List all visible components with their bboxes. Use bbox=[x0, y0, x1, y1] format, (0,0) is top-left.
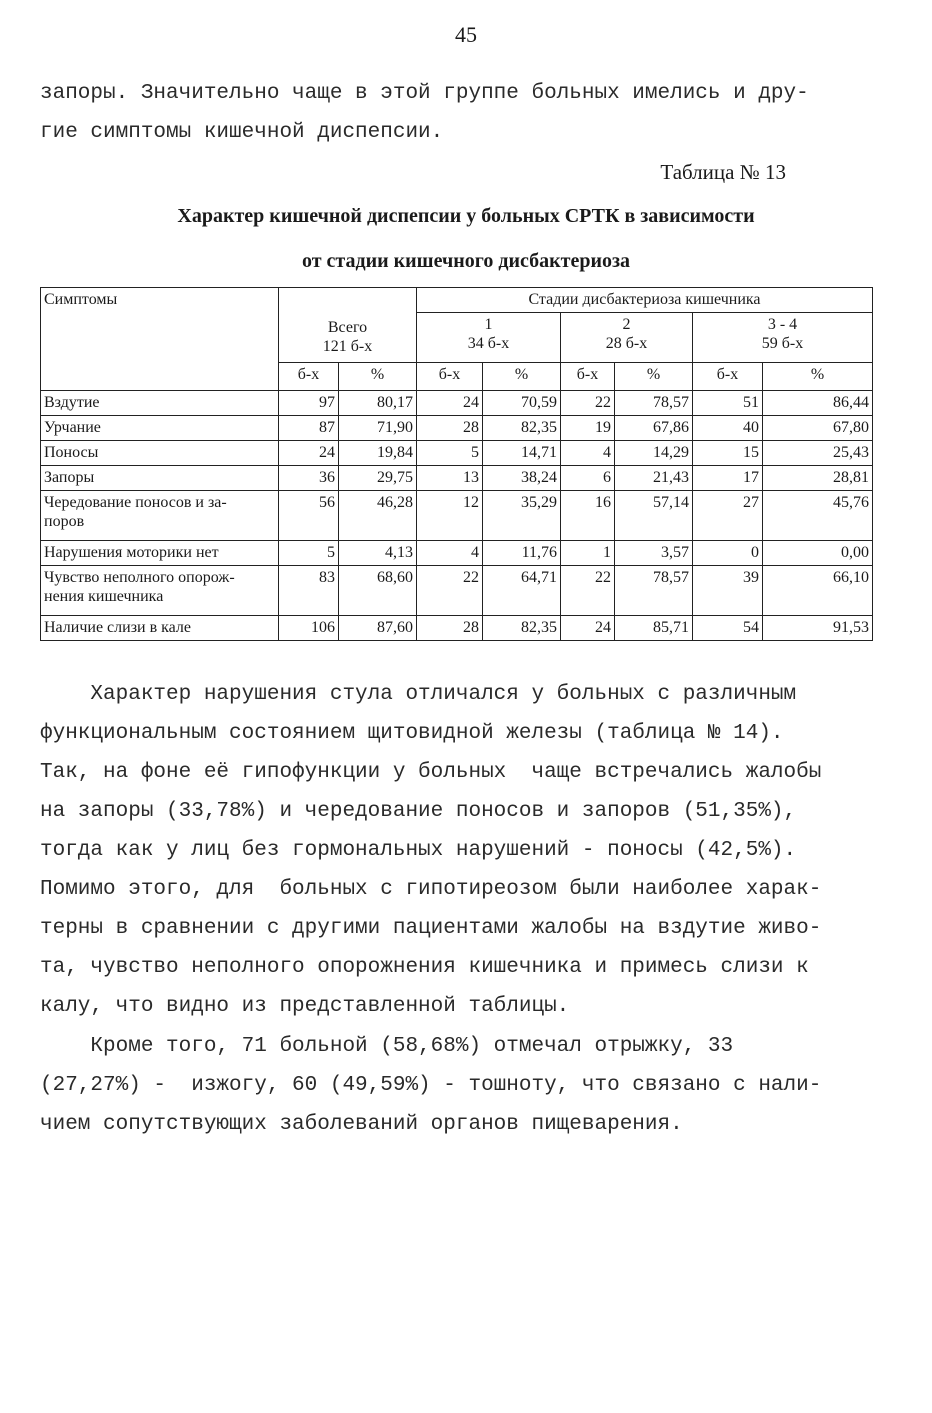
dyspepsia-table bbox=[40, 287, 873, 641]
symptom-cell: Урчание bbox=[41, 416, 279, 441]
body-line: терны в сравнении с другими пациентами жалобы на вздутие живо- bbox=[40, 917, 822, 940]
patients-count-cell: 16 bbox=[561, 491, 615, 541]
percent-cell: 70,59 bbox=[483, 391, 561, 416]
patients-count-cell: 106 bbox=[279, 616, 339, 641]
patients-count-cell: 24 bbox=[279, 441, 339, 466]
patients-count-cell: 12 bbox=[417, 491, 483, 541]
percent-cell: 66,10 bbox=[763, 566, 873, 616]
body-line: чием сопутствующих заболеваний органов пищеварения. bbox=[40, 1113, 683, 1136]
patients-count-cell: 5 bbox=[279, 541, 339, 566]
symptom-cell: Вздутие bbox=[41, 391, 279, 416]
body-line: Помимо этого, для больных с гипотиреозом были наиболее харак- bbox=[40, 878, 822, 901]
unit-percent-header: % bbox=[763, 363, 873, 391]
patients-count-cell: 4 bbox=[417, 541, 483, 566]
patients-count-cell: 22 bbox=[561, 391, 615, 416]
percent-cell: 67,80 bbox=[763, 416, 873, 441]
patients-count-cell: 54 bbox=[693, 616, 763, 641]
percent-cell: 85,71 bbox=[615, 616, 693, 641]
symptom-cell: Поносы bbox=[41, 441, 279, 466]
percent-cell: 46,28 bbox=[339, 491, 417, 541]
patients-count-cell: 40 bbox=[693, 416, 763, 441]
table-row bbox=[41, 391, 873, 416]
percent-cell: 0,00 bbox=[763, 541, 873, 566]
stage-3-4-header bbox=[693, 313, 873, 363]
patients-count-cell: 24 bbox=[561, 616, 615, 641]
patients-count-cell: 22 bbox=[561, 566, 615, 616]
patients-count-cell: 83 bbox=[279, 566, 339, 616]
stage-2-label: 2 bbox=[622, 316, 631, 333]
total-header bbox=[279, 288, 417, 363]
percent-cell: 45,76 bbox=[763, 491, 873, 541]
table-row bbox=[41, 416, 873, 441]
body-line: Так, на фоне её гипофункции у больных чаще встречались жалобы bbox=[40, 761, 822, 784]
table-row bbox=[41, 566, 873, 616]
stage-2-count: 28 б-х bbox=[605, 335, 648, 353]
body-line: функциональным состоянием щитовидной железы (таблица № 14). bbox=[40, 722, 784, 745]
unit-percent-header: % bbox=[339, 363, 417, 391]
patients-count-cell: 27 bbox=[693, 491, 763, 541]
stages-header: Стадии дисбактериоза кишечника bbox=[417, 288, 873, 313]
table-row bbox=[41, 541, 873, 566]
percent-cell: 67,86 bbox=[615, 416, 693, 441]
patients-count-cell: 51 bbox=[693, 391, 763, 416]
percent-cell: 21,43 bbox=[615, 466, 693, 491]
patients-count-cell: 24 bbox=[417, 391, 483, 416]
percent-cell: 14,29 bbox=[615, 441, 693, 466]
percent-cell: 80,17 bbox=[339, 391, 417, 416]
intro-line-1: запоры. Значительно чаще в этой группе больных имелись и дру- bbox=[40, 82, 809, 105]
table-row bbox=[41, 466, 873, 491]
symptoms-header: Симптомы bbox=[41, 288, 279, 391]
percent-cell: 78,57 bbox=[615, 566, 693, 616]
percent-cell: 71,90 bbox=[339, 416, 417, 441]
percent-cell: 68,60 bbox=[339, 566, 417, 616]
table-number: Таблица № 13 bbox=[660, 160, 786, 184]
stage-1-label: 1 bbox=[484, 316, 493, 333]
stage-2-header bbox=[561, 313, 693, 363]
patients-count-cell: 6 bbox=[561, 466, 615, 491]
percent-cell: 91,53 bbox=[763, 616, 873, 641]
percent-cell: 11,76 bbox=[483, 541, 561, 566]
table-row bbox=[41, 441, 873, 466]
symptom-cell: Наличие слизи в кале bbox=[41, 616, 279, 641]
stage-3-4-count: 59 б-х bbox=[761, 335, 804, 353]
patients-count-cell: 28 bbox=[417, 416, 483, 441]
percent-cell: 38,24 bbox=[483, 466, 561, 491]
total-header-label: Всего bbox=[327, 319, 368, 336]
percent-cell: 78,57 bbox=[615, 391, 693, 416]
percent-cell: 4,13 bbox=[339, 541, 417, 566]
body-line: та, чувство неполного опорожнения кишечника и примесь слизи к bbox=[40, 956, 809, 979]
unit-patients-header: б-х bbox=[279, 363, 339, 391]
percent-cell: 3,57 bbox=[615, 541, 693, 566]
percent-cell: 29,75 bbox=[339, 466, 417, 491]
symptom-cell: Чередование поносов и за- поров bbox=[41, 491, 279, 541]
patients-count-cell: 17 bbox=[693, 466, 763, 491]
percent-cell: 86,44 bbox=[763, 391, 873, 416]
patients-count-cell: 56 bbox=[279, 491, 339, 541]
patients-count-cell: 4 bbox=[561, 441, 615, 466]
table-row bbox=[41, 616, 873, 641]
body-line: (27,27%) - изжогу, 60 (49,59%) - тошноту, что связано с нали- bbox=[40, 1074, 822, 1097]
intro-line-2: гие симптомы кишечной диспепсии. bbox=[40, 121, 444, 144]
patients-count-cell: 13 bbox=[417, 466, 483, 491]
percent-cell: 19,84 bbox=[339, 441, 417, 466]
unit-percent-header: % bbox=[483, 363, 561, 391]
percent-cell: 25,43 bbox=[763, 441, 873, 466]
stage-1-count: 34 б-х bbox=[467, 335, 510, 353]
patients-count-cell: 39 bbox=[693, 566, 763, 616]
percent-cell: 14,71 bbox=[483, 441, 561, 466]
total-header-count: 121 б-х bbox=[322, 338, 373, 356]
symptom-cell: Запоры bbox=[41, 466, 279, 491]
table-title-line-2: от стадии кишечного дисбактериоза bbox=[301, 250, 631, 272]
body-line: Кроме того, 71 больной (58,68%) отмечал отрыжку, 33 bbox=[40, 1035, 734, 1058]
unit-patients-header: б-х bbox=[417, 363, 483, 391]
page-number: 45 bbox=[455, 22, 477, 47]
body-line: Характер нарушения стула отличался у больных с различным bbox=[40, 683, 797, 706]
symptom-cell: Нарушения моторики нет bbox=[41, 541, 279, 566]
patients-count-cell: 19 bbox=[561, 416, 615, 441]
stage-1-header bbox=[417, 313, 561, 363]
body-line: тогда как у лиц без гормональных нарушений - поносы (42,5%). bbox=[40, 839, 797, 862]
patients-count-cell: 5 bbox=[417, 441, 483, 466]
table-title-line-1: Характер кишечной диспепсии у больных СРТК в зависимости bbox=[177, 205, 755, 227]
unit-patients-header: б-х bbox=[561, 363, 615, 391]
patients-count-cell: 15 bbox=[693, 441, 763, 466]
unit-patients-header: б-х bbox=[693, 363, 763, 391]
percent-cell: 82,35 bbox=[483, 616, 561, 641]
patients-count-cell: 36 bbox=[279, 466, 339, 491]
patients-count-cell: 1 bbox=[561, 541, 615, 566]
percent-cell: 28,81 bbox=[763, 466, 873, 491]
patients-count-cell: 22 bbox=[417, 566, 483, 616]
table-row bbox=[41, 491, 873, 541]
patients-count-cell: 97 bbox=[279, 391, 339, 416]
body-line: на запоры (33,78%) и чередование поносов и запоров (51,35%), bbox=[40, 800, 797, 823]
patients-count-cell: 28 bbox=[417, 616, 483, 641]
symptom-cell: Чувство неполного опорож- нения кишечника bbox=[41, 566, 279, 616]
patients-count-cell: 87 bbox=[279, 416, 339, 441]
percent-cell: 87,60 bbox=[339, 616, 417, 641]
percent-cell: 64,71 bbox=[483, 566, 561, 616]
percent-cell: 82,35 bbox=[483, 416, 561, 441]
percent-cell: 35,29 bbox=[483, 491, 561, 541]
body-line: калу, что видно из представленной таблицы. bbox=[40, 995, 570, 1018]
patients-count-cell: 0 bbox=[693, 541, 763, 566]
unit-percent-header: % bbox=[615, 363, 693, 391]
stage-3-4-label: 3 - 4 bbox=[767, 316, 798, 333]
percent-cell: 57,14 bbox=[615, 491, 693, 541]
